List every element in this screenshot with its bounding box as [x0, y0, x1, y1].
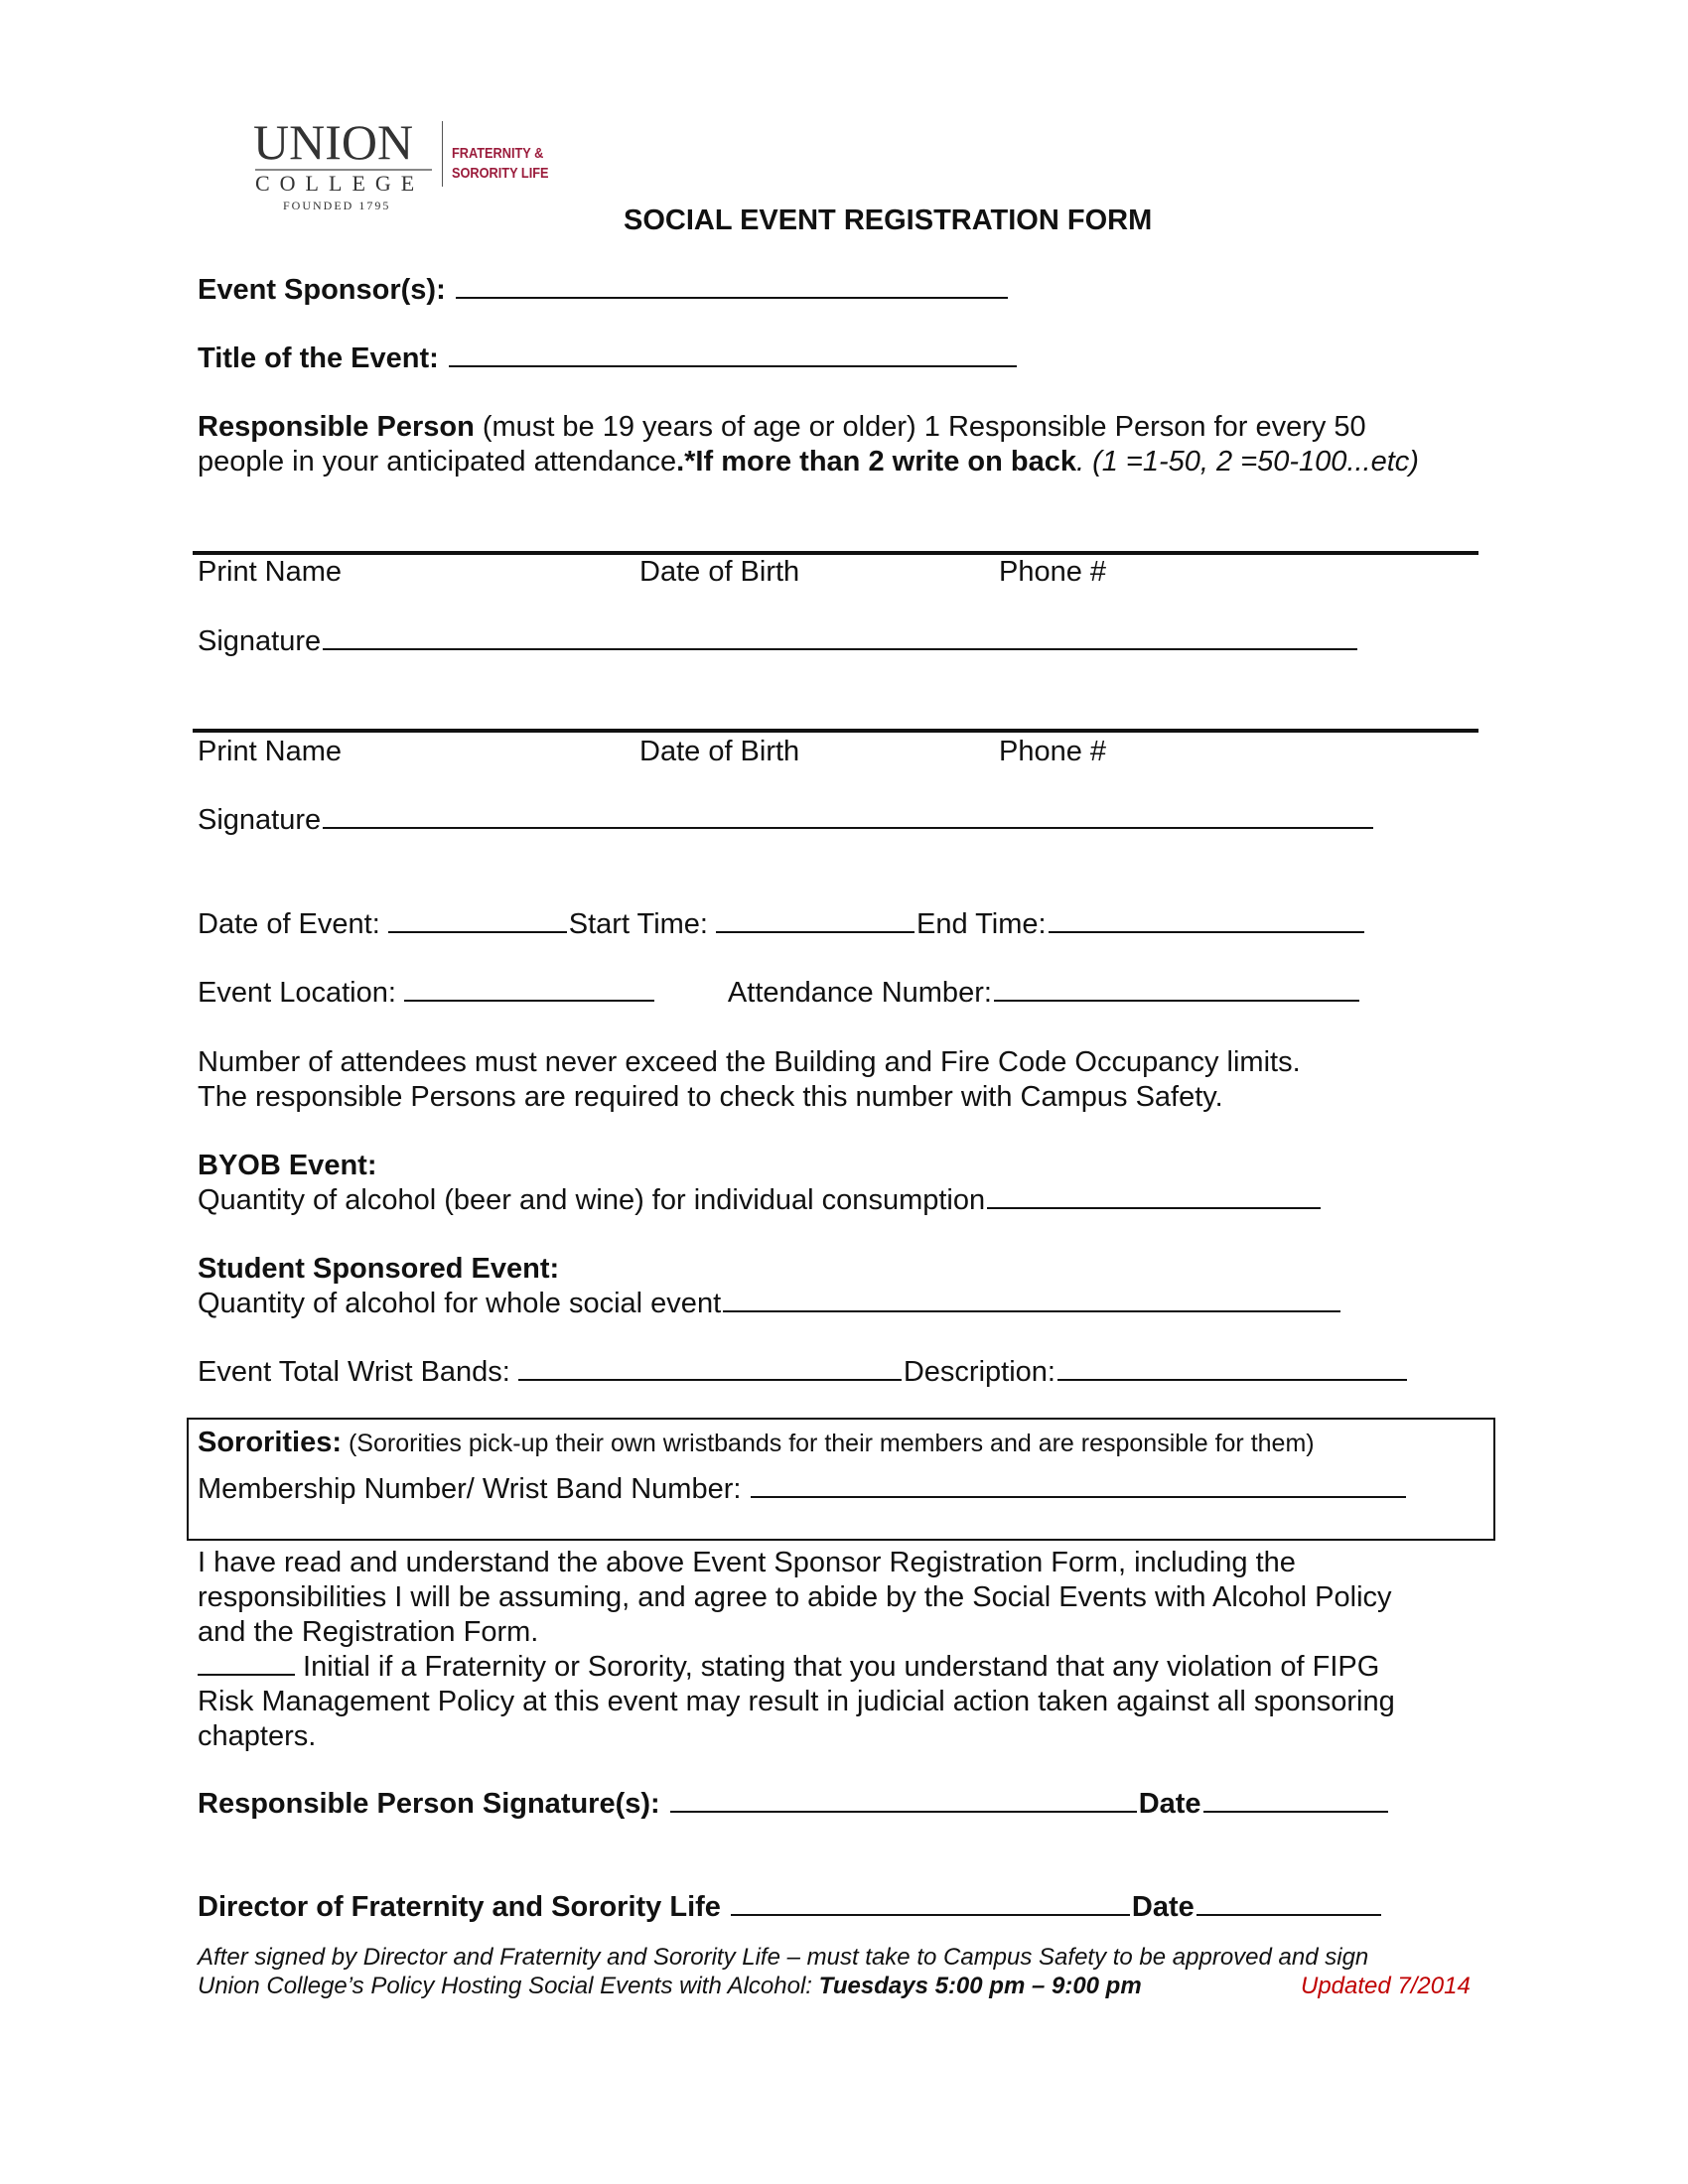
- byob-field[interactable]: [987, 1183, 1321, 1209]
- signature-field-1[interactable]: [323, 624, 1357, 650]
- initial-text-3: chapters.: [198, 1720, 317, 1752]
- updated-date: Updated 7/2014: [1301, 1973, 1471, 1999]
- resp-signature-field[interactable]: [670, 1787, 1137, 1813]
- end-time-label: End Time:: [915, 908, 1047, 940]
- initial-text-1: Initial if a Fraternity or Sorority, stating that you understand that any violation of FIPG: [295, 1651, 1380, 1683]
- agreement-line-1: I have read and understand the above Event Sponsor Registration Form, including the: [198, 1547, 1296, 1578]
- logo-divider: [442, 121, 443, 187]
- divider: [193, 551, 1478, 555]
- responsible-text: (must be 19 years of age or older) 1 Responsible Person for every 50: [474, 411, 1366, 443]
- footer-line-2: Union College’s Policy Hosting Social Events with Alcohol:: [198, 1973, 819, 1999]
- attendance-number-label: Attendance Number:: [727, 977, 992, 1009]
- date-of-event-label: Date of Event:: [198, 908, 380, 940]
- signature-label-2: Signature: [198, 804, 322, 836]
- responsible-line-1: [198, 410, 1366, 444]
- director-signature-field[interactable]: [731, 1890, 1130, 1916]
- event-title-label: Title of the Event:: [198, 342, 439, 374]
- logo-union: UNION: [253, 114, 414, 170]
- student-field[interactable]: [723, 1287, 1340, 1312]
- director-date-label: Date: [1131, 1891, 1195, 1923]
- occupancy-line-1: Number of attendees must never exceed the Building and Fire Code Occupancy limits.: [198, 1046, 1301, 1078]
- responsible-line-2: [198, 445, 1419, 478]
- initial-field[interactable]: [198, 1650, 295, 1676]
- event-location-field[interactable]: [404, 976, 654, 1002]
- start-time-field[interactable]: [716, 907, 914, 933]
- sponsor-field[interactable]: [456, 273, 1008, 299]
- footer-hours: Tuesdays 5:00 pm – 9:00 pm: [818, 1973, 1142, 1999]
- responsible-note: .*If more than 2 write on back: [676, 446, 1076, 478]
- footer-line-1: After signed by Director and Fraternity and Sorority Life – must take to Campus Safety to be approved and sign: [198, 1944, 1369, 1971]
- sororities-heading: Sororities:: [198, 1427, 343, 1458]
- dob-1[interactable]: Date of Birth: [639, 556, 800, 588]
- student-text: Quantity of alcohol for whole social event: [198, 1288, 722, 1319]
- union-college-logo: [253, 114, 581, 216]
- signature-label-1: Signature: [198, 625, 322, 657]
- wrist-bands-field[interactable]: [518, 1355, 902, 1381]
- agreement-line-3: and the Registration Form.: [198, 1616, 539, 1648]
- occupancy-line-2: The responsible Persons are required to check this number with Campus Safety.: [198, 1081, 1223, 1113]
- responsible-text-2: people in your anticipated attendance: [198, 446, 677, 478]
- logo-dept-2: SORORITY LIFE: [452, 165, 549, 182]
- divider: [193, 729, 1478, 733]
- responsible-ratio: . (1 =1-50, 2 =50-100...etc): [1075, 446, 1419, 478]
- sororities-note: (Sororities pick-up their own wristbands for their members and are responsible for them): [342, 1430, 1315, 1457]
- resp-date-field[interactable]: [1203, 1787, 1388, 1813]
- form-title: SOCIAL EVENT REGISTRATION FORM: [624, 205, 1153, 236]
- description-field[interactable]: [1057, 1355, 1407, 1381]
- resp-date-label: Date: [1138, 1788, 1201, 1820]
- signature-field-2[interactable]: [323, 803, 1373, 829]
- attendance-number-field[interactable]: [994, 976, 1359, 1002]
- director-label: Director of Fraternity and Sorority Life: [198, 1891, 721, 1923]
- description-label: Description:: [903, 1356, 1055, 1388]
- wrist-bands-label: Event Total Wrist Bands:: [198, 1356, 510, 1388]
- date-of-event-field[interactable]: [388, 907, 567, 933]
- dob-2[interactable]: Date of Birth: [639, 736, 800, 767]
- sponsor-label: Event Sponsor(s):: [198, 274, 446, 306]
- byob-heading: BYOB Event:: [198, 1150, 377, 1181]
- logo-founded: FOUNDED 1795: [283, 199, 391, 212]
- resp-signature-label: Responsible Person Signature(s):: [198, 1788, 660, 1820]
- logo-college: COLLEGE: [255, 171, 425, 196]
- event-title-field[interactable]: [449, 341, 1017, 367]
- membership-field[interactable]: [751, 1472, 1406, 1498]
- initial-text-2: Risk Management Policy at this event may result in judicial action taken against all sponsoring: [198, 1686, 1395, 1717]
- phone-1[interactable]: Phone #: [999, 556, 1107, 588]
- print-name-2[interactable]: Print Name: [198, 736, 343, 767]
- director-date-field[interactable]: [1196, 1890, 1381, 1916]
- logo-dept-1: FRATERNITY &: [452, 145, 544, 162]
- responsible-lead: Responsible Person: [198, 411, 475, 443]
- start-time-label: Start Time:: [568, 908, 708, 940]
- phone-2[interactable]: Phone #: [999, 736, 1107, 767]
- event-location-label: Event Location:: [198, 977, 396, 1009]
- agreement-line-2: responsibilities I will be assuming, and agree to abide by the Social Events with Alcohol Policy: [198, 1581, 1392, 1613]
- print-name-1[interactable]: Print Name: [198, 556, 343, 588]
- student-heading: Student Sponsored Event:: [198, 1253, 560, 1285]
- byob-text: Quantity of alcohol (beer and wine) for individual consumption: [198, 1184, 986, 1216]
- end-time-field[interactable]: [1049, 907, 1364, 933]
- membership-label: Membership Number/ Wrist Band Number:: [198, 1473, 742, 1505]
